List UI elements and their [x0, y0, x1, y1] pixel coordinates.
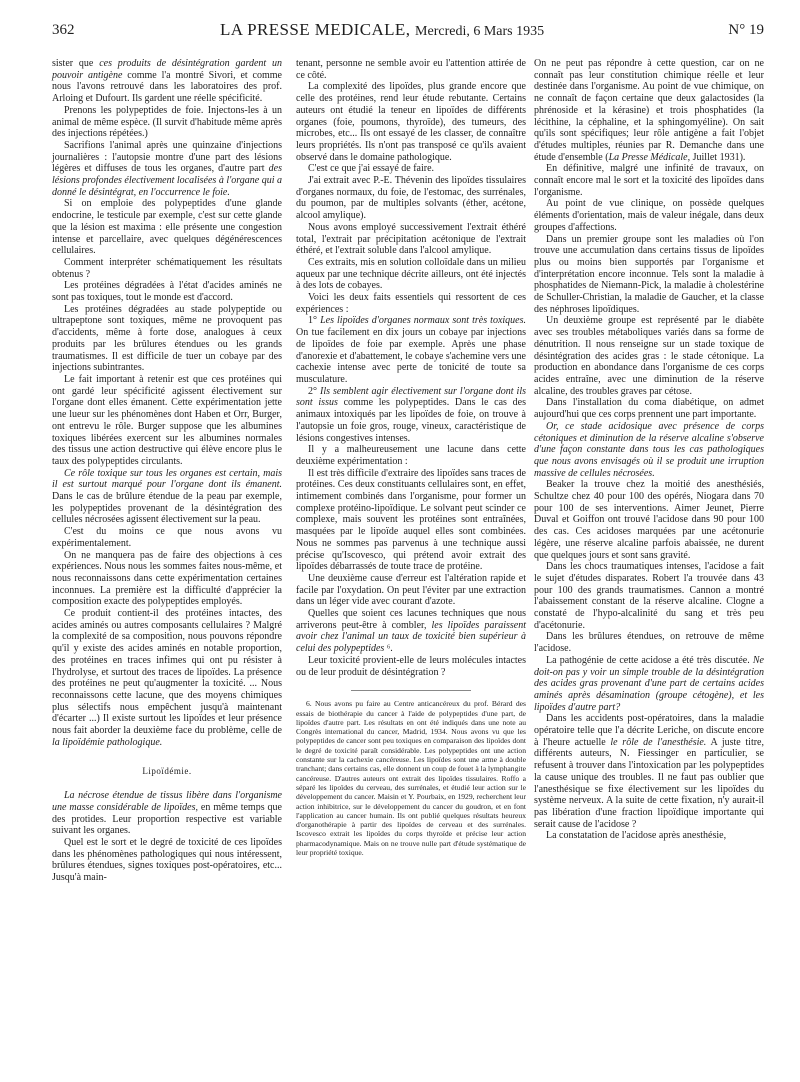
column-left	[52, 58, 282, 884]
paragraph: Dans les brûlures étendues, on retrouve de même l'acidose.	[534, 631, 764, 655]
paragraph: Les protéines dégradées au stade polypeptide ou ultrapeptone sont toxiques, même ne provoquent pas d'accidents, même à forte dose, analogues à ceux produits par les brûlures étendues ou les grands traumatismes. Il est difficile de tuer un cobaye par des injections subintrantes.	[52, 303, 282, 374]
paragraph: Ces extraits, mis en solution colloïdale dans un milieu aqueux par une technique décrite ailleurs, ont été injectés à des lots de cobayes.	[296, 256, 526, 292]
section-heading: Lipoïdémie.	[142, 766, 192, 777]
paragraph: Dans un premier groupe sont les maladies où l'on trouve une accumulation dans certains tissus de lipoïdes plus ou moins bien supportés par l'organisme et d'interprétation encore inconnue. Tels sont la maladie à phosphatides de Niemann-Pick, la maladie à cholestérine de Schuller-Christian, la maladie de Gaucher, et la classe des néphroses lipoïdiques.	[534, 233, 764, 315]
paragraph: Or, ce stade acidosique avec présence de corps cétoniques et diminution de la réserve alcaline s'observe d'une façon constante dans tous les cas pathologiques que nous avons envisagés où il se produit une irruption massive de cellules nécrosées.	[534, 420, 764, 479]
paragraph: Si on emploie des polypeptides d'une glande endocrine, le testicule par exemple, c'est sur cette glande que la lésion est maxima : elle présente une congestion intense et parcellaire, avec quelques dégénérescences cellulaires.	[52, 198, 282, 257]
footnote-divider	[351, 690, 471, 691]
paragraph: La constatation de l'acidose après anesthésie,	[546, 830, 727, 842]
paragraph: Au point de vue clinique, on possède quelques éléments d'orientation, mais de valeur inégale, dans deux groupes d'affections.	[534, 198, 764, 233]
paragraph: Ce rôle toxique sur tous les organes est certain, mais il est surtout marqué pour l'organe dont ils émanent. Dans le cas de brûlure étendue de la peau par exemple, les polypeptides provenant de la désintégration des cellules nécrosées agissent électivement sur la peau.	[52, 467, 282, 526]
paragraph: Sacrifions l'animal après une quinzaine d'injections journalières : l'autopsie montre d'une part des lésions légères et diffuses de tous les organes, d'autre part des lésions profondes électivement localisées à l'organe qui a donné le désintégrat, en l'occurrence le foie.	[52, 139, 282, 198]
paragraph: On ne manquera pas de faire des objections à ces expériences. Nous nous les sommes faites nous-même, et nous reconnaissons dans cette expérimentation certaines inconnues. La première est la difficulté d'apprécier la composition exacte des polypeptides employés.	[52, 549, 282, 608]
paragraph: Leur toxicité provient-elle de leurs molécules intactes ou de leur produit de désintégration ?	[296, 654, 526, 678]
paragraph: Voici les deux faits essentiels qui ressortent de ces expériences :	[296, 292, 526, 315]
paragraph: Il est très difficile d'extraire des lipoïdes sans traces de protéines. Ces deux constituants cellulaires sont, en effet, intimement combinés dans l'organisme, pour former un complexe protéino-lipoïdique. Le solvant peut scinder ce complexe, mais souvent les protéines sont entraînées, masquées par le lipoïde auquel elles sont combinées. Nous ne sommes pas parvenus à une technique aussi précise qu'Iscovesco, qui prétend avoir extrait des lipoïdes débarrassés de toute trace de protéine.	[296, 467, 526, 573]
footnote-text: 6. Nous avons pu faire au Centre anticancéreux du prof. Bérard des essais de biothérapie du cancer à l'aide de polypeptides d'une part, de lipoïdes d'autre part. Les résultats en ont été indiqués dans une note au Congrès international du cancer, Madrid, 1934. Nous avons vu que les polypeptides de cancer sont peu toxiques en comparaison des lipoïdes dont le degré de toxicité paraît considérable. Les polypeptides ont une action constante sur la cachexie cancéreuse. Les lipoïdes sont une arme à double tranchant; dans certains cas, elle donnent un coup de fouet à la lymphangite cancéreuse. D'autres auteurs ont extrait des lipoïdes tissulaires. Roffo a séparé les lipoïdes du cerveau, des surrénales, et étudié leur action sur le développement du cancer. Maisin et Y. Pourbaix, en 1929, recherchent leur action inhibitrice, sur le développement du cancer du goudron, et en font l'application au cancer humain. Ils ont publié quelques résultats heureux d'organothérapie à partir des lipoïdes de cerveau et des surrénales. Iscovesco extrait les lipoïdes du corps thyroïde et précise leur action pharmacodynamique. Mais on ne trouve nulle part d'étude systématique de leur propriété toxique.	[296, 699, 526, 858]
issue-number: N° 19	[728, 22, 764, 38]
paragraph: Dans les chocs traumatiques intenses, l'acidose a fait le sujet d'études disparates. Robert l'a trouvée dans 43 pour 100 des grands traumatismes. Cannon a montré l'abaissement constant de la réserve alcaline. Clogne a constaté de l'hypo-alcalinité du sang et très peu d'acétonurie.	[534, 561, 764, 631]
paragraph: tenant, personne ne semble avoir eu l'attention attirée de ce côté.	[296, 58, 526, 81]
paragraph: Prenons les polypeptides de foie. Injectons-les à un animal de même espèce. (Il survit d'habitude même après des injections répétées.)	[52, 104, 282, 140]
page-number: 362	[52, 22, 75, 38]
paragraph: 1° Les lipoïdes d'organes normaux sont très toxiques. On tue facilement en dix jours un cobaye par injections de lipoïdes de foie par exemple. Après une phase d'anorexie et d'abattement, le cobaye s'achemine vers une cachexie intense avec perte de tonicité de toute sa musculature.	[296, 315, 527, 385]
page-header	[52, 20, 764, 42]
journal-name: LA PRESSE MEDICALE,	[220, 20, 411, 39]
paragraph: Le fait important à retenir est que ces protéines qui ont gardé leur spécificité agissent électivement sur l'organe dont elles émanent. Cette expérimentation jette une lueur sur les phénomènes dont Haben et Orr, Burger, ont entrevu le rôle. Burger suppose que les albumines toxiques libérées exercent sur les albumines normales des tissus une action destructive qui élève encore plus le taux des polypeptides circulants.	[52, 373, 282, 467]
paragraph: Comment interpréter schématiquement les résultats obtenus ?	[52, 256, 282, 280]
paragraph: C'est du moins ce que nous avons vu expérimentalement.	[52, 526, 282, 549]
issue-date: Mercredi, 6 Mars 1935	[415, 24, 545, 39]
paragraph: C'est ce que j'ai essayé de faire.	[308, 163, 435, 175]
column-middle	[296, 58, 526, 857]
footnote	[296, 699, 526, 857]
paragraph: Les protéines dégradées à l'état d'acides aminés ne sont pas toxiques, tout le monde est d'accord.	[52, 280, 282, 304]
paragraph: Quelles que soient ces lacunes techniques que nous arriverons peut-être à combler, les lipoïdes paraissent avoir chez l'animal un taux de toxicité bien supérieur à celui des polypeptides ⁶.	[296, 608, 527, 655]
journal-title	[220, 20, 544, 40]
paragraph: Dans les accidents post-opératoires, dans la maladie opératoire telle que l'a décrite Leriche, on discute encore à l'heure actuelle le rôle de l'anesthésie. A juste titre, différents auteurs, N. Fiessinger en particulier, se refusent à trouver dans l'intoxication par les polypeptides la cause unique des troubles. Il ne faut pas oublier que l'anesthésique se fixe électivement sur les lipoïdes du système nerveux. A la suite de cette fixation, n'y aurait-il pas libération d'une fraction lipoïdique importante qui serait cause de l'acidose ?	[534, 713, 764, 830]
paragraph: sister que ces produits de désintégration gardent un pouvoir antigène comme l'a montré Sivori, et comme nous l'avons retrouvé dans les laboratoires des prof. Arloing et Dufourt. Ils gardent une réelle spécificité.	[52, 58, 283, 105]
paragraph: La nécrose étendue de tissus libère dans l'organisme une masse considérable de lipoïdes, en même temps que des protides. Leur proportion respective est variable suivant les organes.	[52, 790, 282, 837]
column-right	[534, 58, 764, 842]
paragraph: Beaker la trouve chez la moitié des anesthésiés, Schultze chez 40 pour 100 des opérés, Niogara dans 70 pour 100 de ses interventions. Aimer Jeunet, Pierre Duval et Goiffon ont trouvé l'acidose dans 90 pour 100 des cas. Ces acidoses marquées par une acétonurie légère, une réserve alcaline parfois abaissée, ne durent que quelques jours et sont sans gravité.	[534, 479, 764, 561]
paragraph: Nous avons employé successivement l'extrait éthéré total, l'extrait par précipitation acétonique de l'extrait éthéré, et l'extrait soluble dans l'alcool amylique.	[296, 221, 526, 257]
paragraph: On ne peut pas répondre à cette question, car on ne connaît pas leur constitution chimique réelle et leur destinée dans l'organisme. Au point de vue chimique, on ne connaît de façon certaine que deux galactosides (la phrénoside et la kérasine) et trois phosphatides (la lécithine, la céphaline, et la sphingomyéline). On sait qu'ils sont spécifiques; leur rôle antigène a fait l'objet d'études multiples, réunies par R. Demanche dans une étude d'ensemble (La Presse Médicale, Juillet 1931).	[534, 58, 764, 163]
paragraph: Dans l'installation du coma diabétique, on admet aujourd'hui que ces corps prennent une part importante.	[534, 397, 764, 421]
paragraph: J'ai extrait avec P.-E. Thévenin des lipoïdes tissulaires d'organes normaux, du foie, de l'estomac, des surrénales, du poumon, par de multiples solvants (éther, acétone, alcool amylique).	[296, 175, 526, 222]
paragraph: La complexité des lipoïdes, plus grande encore que celle des protéines, rend leur étude rebutante. Certains auteurs ont étudié la teneur en lipoïdes de différents organes (foie, poumons, thyroïde), des tumeurs, des microbes, etc... Ils ont essayé de les classer, de connaître leurs propriétés. Ils n'ont pas transposé ce qu'ils avaient observé dans le domaine pathologique.	[296, 81, 526, 163]
paragraph: Une deuxième cause d'erreur est l'altération rapide et facile par l'oxydation. On peut l'éviter par une extraction dans un léger vide avec courant d'azote.	[296, 572, 526, 608]
paragraph: 2° Ils semblent agir électivement sur l'organe dont ils sont issus comme les polypeptides. Dans le cas des animaux intoxiqués par les lipoïdes de foie, on trouve à l'autopsie un foie gros, rouge, vineux, caractéristique de lésions congestives intenses.	[296, 385, 526, 444]
paragraph: Ce produit contient-il des protéines intactes, des acides aminés ou autres composants cellulaires ? Malgré la complexité de sa composition, nous pouvons répondre qu'il y existe des acides aminés en notable proportion, des protéines en traces infimes qui ont pu résister à l'hydrolyse, et surtout des traces de lipoïdes. La présence des protéines ne peut qu'augmenter la toxicité. ... Nous reconnaissons cette lacune, que des moyens chimiques plus sélectifs nous empêchent jusqu'à maintenant d'écarter ...) Il existe surtout les lipoïdes et leur présence nous fait aborder la deuxième face du problème, celle de la lipoïdémie pathologique.	[52, 608, 282, 748]
paragraph: En définitive, malgré une infinité de travaux, on connaît encore mal le sort et la toxicité des lipoïdes dans l'organisme.	[534, 163, 764, 198]
paragraph: La pathogénie de cette acidose a été très discutée. Ne doit-on pas y voir un simple trouble de la désintégration des acides gras provenant d'une part de certains acides aminés après désamination (groupe cétogène), et les lipoïdes d'autre part?	[534, 654, 764, 713]
paragraph: Il y a malheureusement une lacune dans cette deuxième expérimentation :	[296, 444, 526, 467]
paragraph: Un deuxième groupe est représenté par le diabète avec ses troubles métaboliques variés dans sa forme de dénutrition. Il nous renseigne sur un stade toxique de désintégration des acides gras : le stade cétonique. La production en abondance dans l'organisme de ces corps acides entraîne, avec une diminution de la réserve alcaline, des troubles graves par cétose.	[534, 315, 764, 397]
paragraph: Quel est le sort et le degré de toxicité de ces lipoïdes dans les phénomènes pathologiques qui nous intéressent, brûlures étendues, signes toxiques post-opératoires, etc... Jusqu'à main-	[52, 837, 282, 884]
